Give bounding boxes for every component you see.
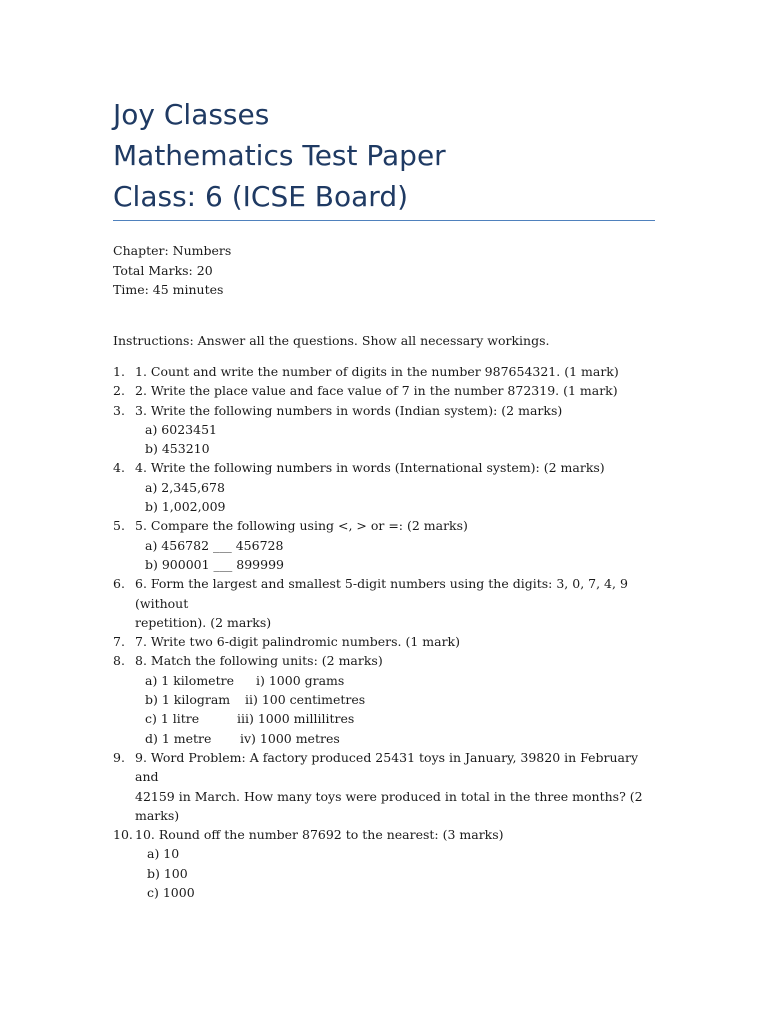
instructions: Instructions: Answer all the questions. Show all necessary workings. bbox=[113, 333, 550, 348]
question-number: 3. bbox=[113, 402, 125, 418]
question-number: 2. bbox=[113, 383, 125, 399]
match-row bbox=[135, 729, 658, 748]
question-number: 6. bbox=[113, 576, 125, 592]
sub-item: a) 2,345,678 bbox=[145, 479, 225, 495]
title-underline bbox=[113, 220, 655, 221]
question-text: 4. Write the following numbers in words (International system): (2 marks) bbox=[135, 460, 605, 476]
title-line-class: Class: 6 (ICSE Board) bbox=[113, 180, 409, 213]
sub-item: b) 100 bbox=[147, 865, 188, 881]
question-number: 1. bbox=[113, 364, 125, 379]
question-3 bbox=[113, 401, 658, 459]
match-row bbox=[135, 690, 658, 709]
title-line-subject: Mathematics Test Paper bbox=[113, 139, 446, 172]
question-text: 8. Match the following units: (2 marks) bbox=[135, 653, 383, 669]
sub-item: b) 1,002,009 bbox=[145, 499, 226, 515]
match-row bbox=[135, 671, 658, 690]
question-number: 8. bbox=[113, 653, 125, 669]
match-left: b) 1 kilogram bbox=[145, 692, 231, 708]
question-text-line: repetition). (2 marks) bbox=[135, 614, 272, 630]
sub-item: c) 1000 bbox=[147, 885, 195, 901]
question-1 bbox=[113, 362, 658, 381]
question-text: 3. Write the following numbers in words (Indian system): (2 marks) bbox=[135, 402, 563, 418]
question-6 bbox=[113, 574, 658, 632]
question-text-line: 9. Word Problem: A factory produced 25431 toys in January, 39820 in February and bbox=[135, 749, 639, 785]
match-row bbox=[135, 709, 658, 728]
question-text: 2. Write the place value and face value of 7 in the number 872319. (1 mark) bbox=[135, 383, 618, 399]
question-list bbox=[113, 362, 658, 902]
question-10 bbox=[113, 825, 658, 902]
question-text-line: 6. Form the largest and smallest 5-digit numbers using the digits: 3, 0, 7, 4, 9 (without bbox=[135, 576, 628, 611]
question-2 bbox=[113, 381, 658, 400]
sub-item: a) 456782 ___ 456728 bbox=[145, 537, 284, 553]
total-marks-text: Total Marks: 20 bbox=[113, 262, 213, 278]
question-text: 7. Write two 6-digit palindromic numbers. (1 mark) bbox=[135, 634, 460, 650]
sub-item: b) 900001 ___ 899999 bbox=[145, 556, 284, 572]
document-title bbox=[113, 94, 655, 217]
question-number: 4. bbox=[113, 460, 125, 476]
question-number: 10. bbox=[113, 827, 133, 843]
question-4 bbox=[113, 458, 658, 516]
sub-item: a) 10 bbox=[147, 846, 180, 862]
question-8 bbox=[113, 651, 658, 747]
question-text: 1. Count and write the number of digits in the number 987654321. (1 mark) bbox=[135, 364, 619, 379]
sub-item: a) 6023451 bbox=[145, 421, 217, 437]
question-number: 9. bbox=[113, 749, 125, 765]
question-text: 5. Compare the following using <, > or =: (2 marks) bbox=[135, 518, 468, 534]
match-left: d) 1 metre bbox=[145, 730, 212, 746]
match-left: c) 1 litre bbox=[145, 711, 200, 727]
question-9 bbox=[113, 748, 658, 825]
question-text: 10. Round off the number 87692 to the nearest: (3 marks) bbox=[135, 827, 504, 843]
title-line-school: Joy Classes bbox=[113, 98, 270, 131]
match-right: iv) 1000 metres bbox=[240, 730, 340, 746]
match-left: a) 1 kilometre bbox=[145, 672, 234, 688]
match-right: i) 1000 grams bbox=[256, 672, 345, 688]
sub-item: b) 453210 bbox=[145, 441, 210, 457]
chapter-text: Chapter: Numbers bbox=[113, 243, 232, 258]
question-7 bbox=[113, 632, 658, 651]
match-right: ii) 100 centimetres bbox=[245, 692, 366, 708]
match-right: iii) 1000 millilitres bbox=[237, 711, 355, 727]
time-text: Time: 45 minutes bbox=[113, 282, 224, 297]
question-text-line: 42159 in March. How many toys were produced in total in the three months? (2 marks) bbox=[135, 788, 643, 823]
question-5 bbox=[113, 516, 658, 574]
test-meta bbox=[113, 241, 231, 300]
question-number: 5. bbox=[113, 518, 125, 534]
question-number: 7. bbox=[113, 634, 125, 650]
